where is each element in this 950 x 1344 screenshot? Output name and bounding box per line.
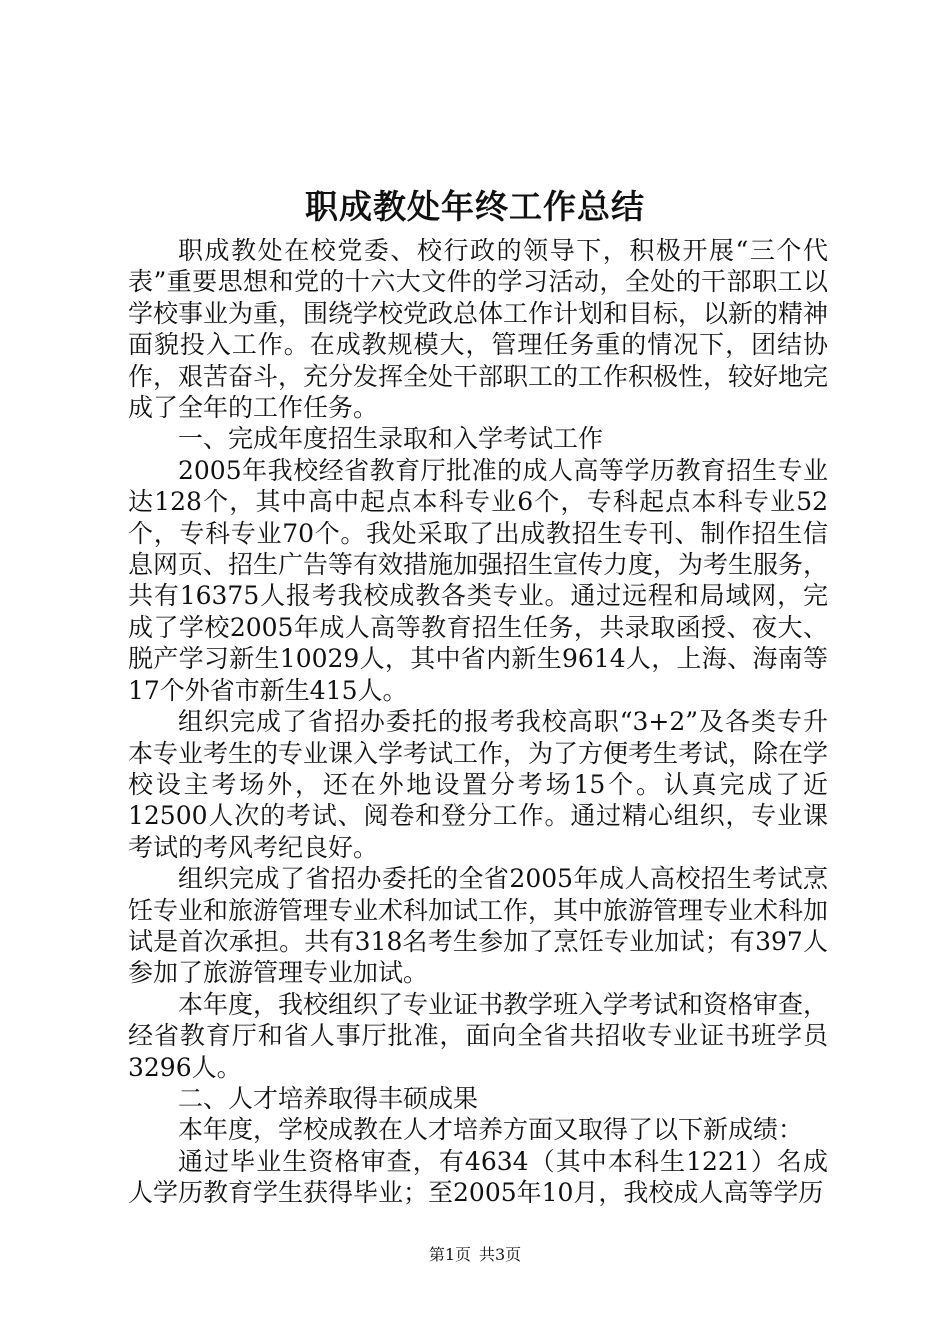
- paragraph-enrollment-majors: 2005年我校经省教育厅批准的成人高等学历教育招生专业达128个，其中高中起点本科专业6个，专科起点本科专业52个，专科专业70个。我处采取了出成教招生专刊、制作招生信息网页、招生广告等有效措施加强招生宣传力度，为考生服务，共有16375人报考我校成教各类专业。通过远程和局域网，完成了学校2005年成人高等教育招生任务，共录取函授、夜大、脱产学习新生10029人，其中省内新生9614人，上海、海南等17个外省市新生415人。: [128, 455, 829, 705]
- document-title: 职成教处年终工作总结: [305, 187, 645, 226]
- paragraph-certificate-class: 本年度，我校组织了专业证书教学班入学考试和资格审查，经省教育厅和省人事厅批准，面向全省共招收专业证书班学员3296人。: [128, 989, 829, 1082]
- page-total: 共3页: [479, 1245, 522, 1264]
- section-heading-talent: 二、人才培养取得丰硕成果: [178, 1083, 479, 1113]
- section-heading-enrollment: 一、完成年度招生录取和入学考试工作: [178, 424, 604, 454]
- document-body: [128, 235, 828, 1209]
- page-number: 第1页: [428, 1245, 471, 1264]
- paragraph-entrance-exam: 组织完成了省招办委托的报考我校高职“3+2”及各类专升本专业考生的专业课入学考试工作，为了方便考生考试，除在学校设主考场外，还在外地设置分考场15个。认真完成了近12500人次的考试、阅卷和登分工作。通过精心组织，专业课考试的考风考纪良好。: [128, 707, 829, 862]
- paragraph-graduates: 通过毕业生资格审查，有4634（其中本科生1221）名成人学历教育学生获得毕业；至2005年10月，我校成人高等学历: [128, 1146, 828, 1208]
- paragraph-skills-test: 组织完成了省招办委托的全省2005年成人高校招生考试烹饪专业和旅游管理专业术科加试工作，其中旅游管理专业术科加试是首次承担。共有318名考生参加了烹饪专业加试；有397人参加了旅游管理专业加试。: [128, 864, 829, 988]
- paragraph-achievements-intro: 本年度，学校成教在人才培养方面又取得了以下新成绩：: [178, 1115, 804, 1145]
- paragraph-intro: 职成教处在校党委、校行政的领导下，积极开展“三个代表”重要思想和党的十六大文件的学习活动，全处的干部职工以学校事业为重，围绕学校党政总体工作计划和目标，以新的精神面貌投入工作。在成教规模大，管理任务重的情况下，团结协作，艰苦奋斗，充分发挥全处干部职工的工作积极性，较好地完成了全年的工作任务。: [128, 236, 829, 423]
- page-footer: [0, 1244, 950, 1266]
